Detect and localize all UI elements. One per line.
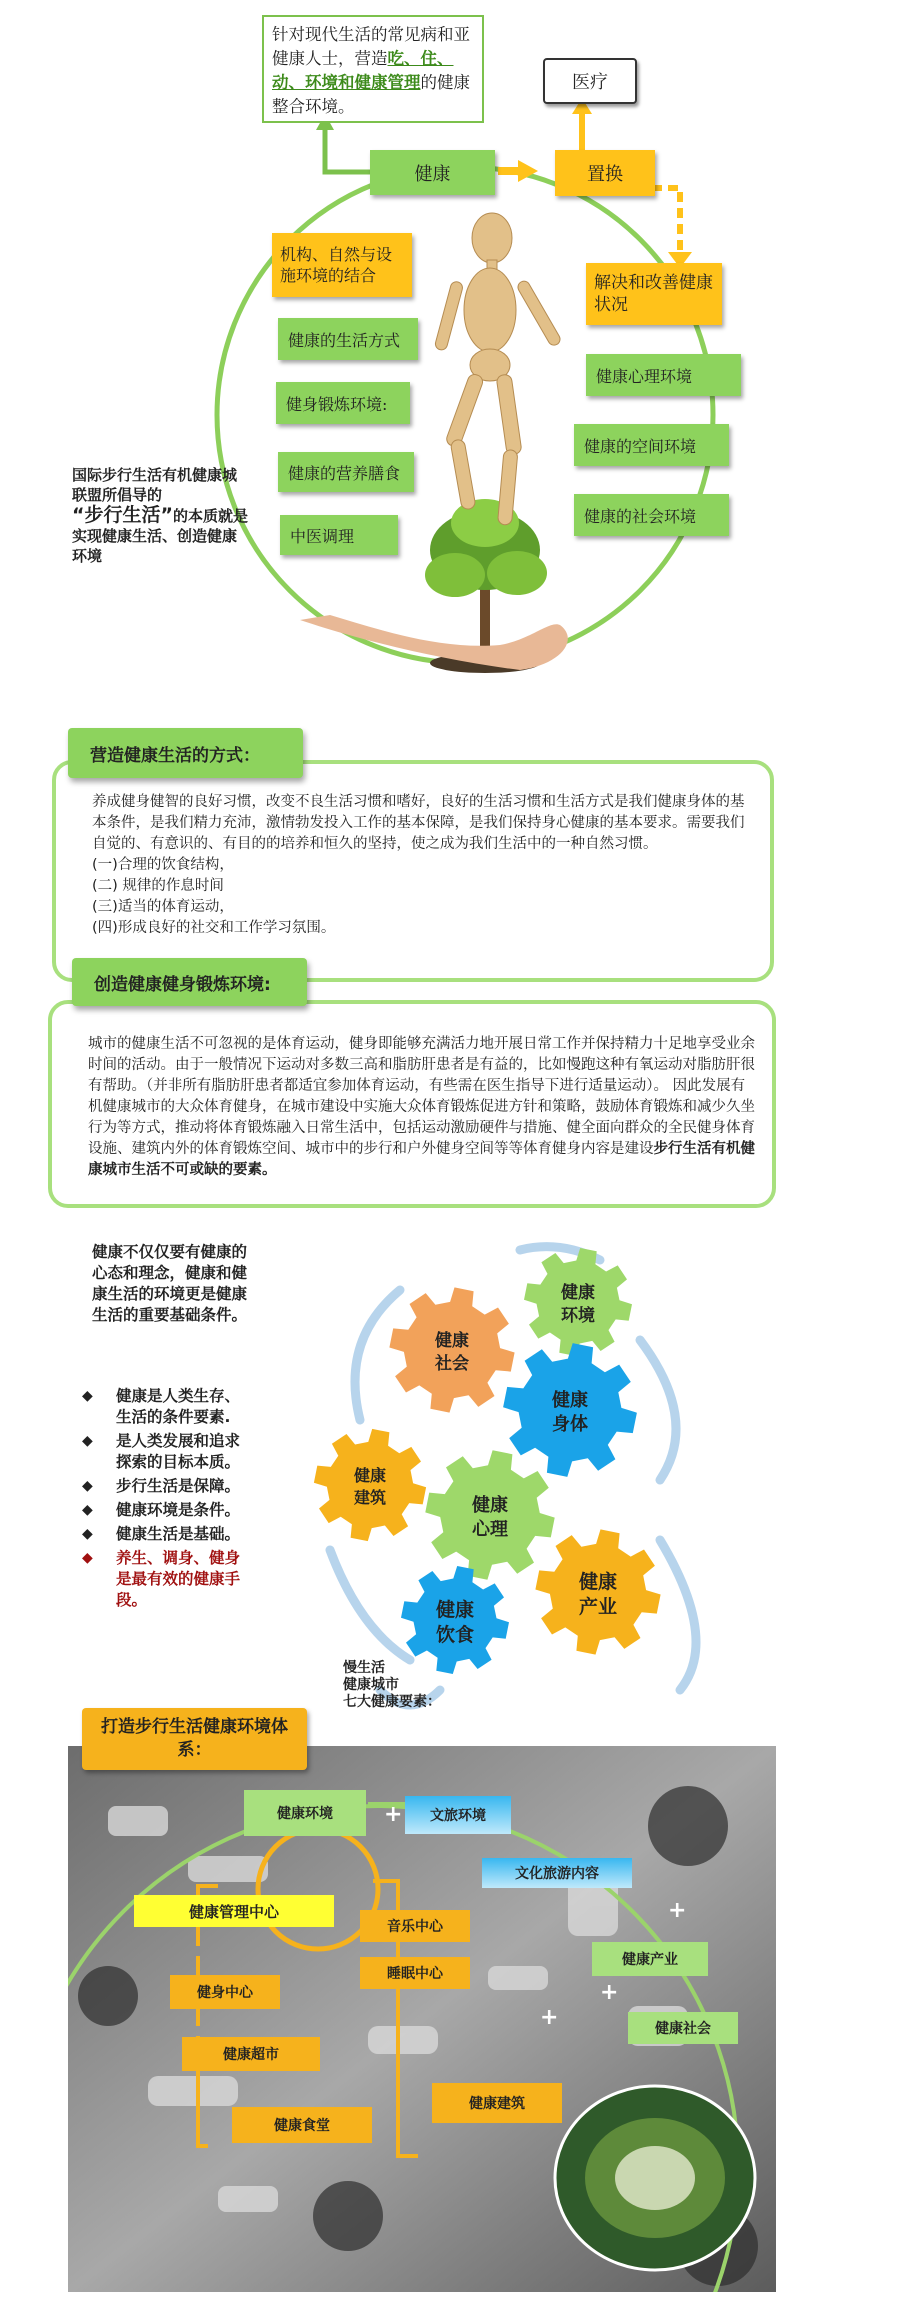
map-box-label: 健康管理中心 xyxy=(188,1902,279,1921)
plus-icon: + xyxy=(668,1898,687,1923)
caption-line: 健康城市 xyxy=(343,1677,399,1693)
section3-intro-text: 健康不仅仅要有健康的心态和理念，健康和健康生活的环境更是健康生活的重要基础条件。 xyxy=(92,1243,248,1324)
gear-2 xyxy=(503,1343,637,1477)
cycle-arrow xyxy=(660,1540,696,1690)
left-item-label: 健康的营养膳食 xyxy=(288,463,401,483)
gear-label: 健康 xyxy=(353,1466,387,1485)
map-box-label: 健康建筑 xyxy=(469,2096,525,2112)
cycle-arrow xyxy=(330,1550,410,1660)
gear-label: 身体 xyxy=(552,1414,588,1435)
plus-icon: + xyxy=(384,1802,403,1827)
section2-title xyxy=(72,958,307,1006)
right-item-label: 健康心理环境 xyxy=(596,366,693,386)
plus-icon: + xyxy=(600,1980,619,2005)
health-label: 健康 xyxy=(414,163,451,185)
gear-label: 健康 xyxy=(435,1599,475,1621)
bullet-item: ◆ 是人类发展和追求探索的目标本质。 xyxy=(82,1431,252,1473)
side-text-quote: “步行生活” xyxy=(72,504,173,526)
bullet-item: ◆ 健康环境是条件。 xyxy=(82,1500,252,1521)
map-box-label: 音乐中心 xyxy=(387,1919,443,1935)
callout-text-highlight: 吃、住、动、环境和健康管理 xyxy=(272,49,454,92)
gear-label: 健康 xyxy=(472,1495,508,1516)
gear-label: 产业 xyxy=(578,1596,618,1618)
map-box-canteen xyxy=(232,2107,372,2143)
gear-label: 健康 xyxy=(561,1283,595,1303)
gear-1 xyxy=(524,1248,632,1356)
callout-text-post: 的健康整合环境。 xyxy=(272,73,470,116)
replace-box xyxy=(555,150,655,196)
gear-3 xyxy=(314,1429,426,1541)
left-item-1 xyxy=(276,382,410,424)
section2-text: 城市的健康生活不可忽视的是体育运动，健身即能够充满活力地开展日常工作并保持精力十足地享受业余时间的活动。由于一般情况下运动对多数三高和脂肪肝患者是有益的，比如慢跑这种有氧运动对脂肪肝很有帮助。（并非所有脂肪肝患者都适宜参加体育运动，有些需在医生指导下进行适量运动）。 因此发展有机健康城市的大众体育健身，在城市建设中实施大众体育锻炼促进方针和策略，鼓励体育锻炼和减少久坐行为等方式，推动将体育锻炼融入日常生活中，包括运动激励硬件与措施、健全面向群众的全民健身体育设施、建筑内外的体育锻炼空间、城市中的步行和户外健身空间等等体育健身内容是建设 xyxy=(88,1036,755,1157)
bullet-item: ◆ 步行生活是保障。 xyxy=(82,1476,252,1497)
mannequin-icon xyxy=(434,213,562,525)
callout-box xyxy=(262,15,484,123)
section2-title-text: 创造健康健身锻炼环境: xyxy=(94,974,271,995)
left-item-label: 健康的生活方式 xyxy=(288,330,401,350)
section2-body xyxy=(88,1034,758,1181)
solve-label: 解决和改善健康状况 xyxy=(594,273,713,315)
gear-4 xyxy=(425,1450,554,1579)
gear-label: 健康 xyxy=(552,1390,588,1411)
side-text xyxy=(72,465,250,566)
map-box-label: 健康超市 xyxy=(223,2047,279,2063)
gear-0 xyxy=(389,1287,514,1412)
left-top-label: 机构、自然与设施环境的结合 xyxy=(280,245,393,285)
solve-box xyxy=(586,263,722,325)
bullet-item: ◆ 健康生活是基础。 xyxy=(82,1524,252,1545)
right-item-label: 健康的空间环境 xyxy=(584,436,697,456)
map-box-market xyxy=(182,2037,320,2071)
caption-line: 慢生活 xyxy=(343,1660,385,1676)
map-box-label: 文旅环境 xyxy=(430,1808,486,1824)
map-box-society xyxy=(628,2012,738,2044)
map-box-env xyxy=(244,1790,366,1836)
map-box-music xyxy=(360,1910,470,1942)
section4-title-text: 打造步行生活健康环境体系： xyxy=(101,1717,288,1760)
right-item-label: 健康的社会环境 xyxy=(584,506,697,526)
callout-text-pre: 针对现代生活的常见病和亚健康人士，营造 xyxy=(272,25,470,68)
map-box-mgmt xyxy=(134,1895,334,1927)
section1-title xyxy=(68,728,303,778)
left-item-0 xyxy=(278,318,418,360)
map-box-culture xyxy=(405,1796,511,1834)
section1-body xyxy=(92,792,752,939)
medical-box xyxy=(543,58,637,104)
gear-label: 健康 xyxy=(578,1571,618,1593)
right-item-0 xyxy=(586,354,741,396)
bullet-item-red: ◆ 养生、调身、健身是最有效的健康手段。 xyxy=(82,1548,252,1611)
left-item-label: 中医调理 xyxy=(290,526,355,546)
section4-title xyxy=(82,1708,307,1770)
section1-title-text: 营造健康生活的方式： xyxy=(90,745,260,766)
cycle-arrow xyxy=(640,1340,676,1480)
gear-6 xyxy=(401,1566,509,1674)
left-item-label: 健身锻炼环境: xyxy=(286,394,388,414)
map-box-label: 健康产业 xyxy=(622,1952,678,1968)
map-box-label: 健康环境 xyxy=(277,1806,333,1822)
gear-5 xyxy=(535,1529,660,1654)
map-box-label: 睡眠中心 xyxy=(387,1966,443,1982)
gear-shape xyxy=(314,1429,426,1541)
map-box-label: 健康食堂 xyxy=(274,2118,330,2134)
callout-arrow xyxy=(325,128,370,172)
dashed-arrow xyxy=(652,188,680,252)
gear-label: 健康 xyxy=(435,1331,469,1351)
health-box xyxy=(370,150,495,195)
right-item-1 xyxy=(574,424,729,466)
left-item-3 xyxy=(280,515,398,555)
gear-caption xyxy=(343,1660,441,1711)
section2-text-bold: 步行生活有机健康城市生活不可或缺的要素。 xyxy=(88,1141,755,1178)
caption-line: 七大健康要素： xyxy=(343,1694,441,1710)
section1-item-1: (一)合理的饮食结构， xyxy=(92,857,234,873)
gear-diagram xyxy=(0,1220,910,1720)
gear-label: 饮食 xyxy=(435,1624,475,1646)
map-box-building xyxy=(432,2083,562,2123)
section1-paragraph: 养成健身健智的良好习惯，改变不良生活习惯和嗜好，良好的生活习惯和生活方式是我们健康身体的基本条件，是我们精力充沛，激情勃发投入工作的基本保障，是我们保持身心健康的基本要求。需要我们自觉的、有意识的、有目的的培养和恒久的坚持，使之成为我们生活中的一种自然习惯。 xyxy=(92,794,745,852)
gear-label: 社会 xyxy=(435,1354,469,1374)
map-box-culture-content xyxy=(482,1858,632,1888)
section1-item-3: (三)适当的体育运动， xyxy=(92,899,234,915)
gear-label: 环境 xyxy=(561,1306,595,1326)
map-box-industry xyxy=(592,1942,708,1976)
section1-item-2: (二) 规律的作息时间 xyxy=(92,878,224,894)
map-box-label: 健身中心 xyxy=(197,1985,253,2001)
cycle-arrow xyxy=(355,1290,400,1420)
map-box-label: 健康社会 xyxy=(655,2021,711,2037)
plus-icon: + xyxy=(540,2005,559,2030)
side-text-1: 国际步行生活有机健康城联盟所倡导的 xyxy=(72,466,238,504)
side-text-2: 的本质就是实现健康生活、创造健康环境 xyxy=(72,507,248,565)
map-box-fitness xyxy=(170,1975,280,2009)
bullet-item: ◆ 健康是人类生存、生活的条件要素. xyxy=(82,1386,252,1428)
map-box-sleep xyxy=(360,1957,470,1989)
left-top-box xyxy=(272,233,412,297)
map-box-label: 文化旅游内容 xyxy=(515,1866,599,1882)
replace-label: 置换 xyxy=(587,164,623,185)
left-item-2 xyxy=(278,452,414,492)
gear-label: 心理 xyxy=(472,1519,508,1540)
right-item-2 xyxy=(574,494,729,536)
section1-item-4: (四)形成良好的社交和工作学习氛围。 xyxy=(92,920,336,936)
gear-label: 建筑 xyxy=(353,1488,387,1507)
medical-label: 医疗 xyxy=(572,72,608,93)
